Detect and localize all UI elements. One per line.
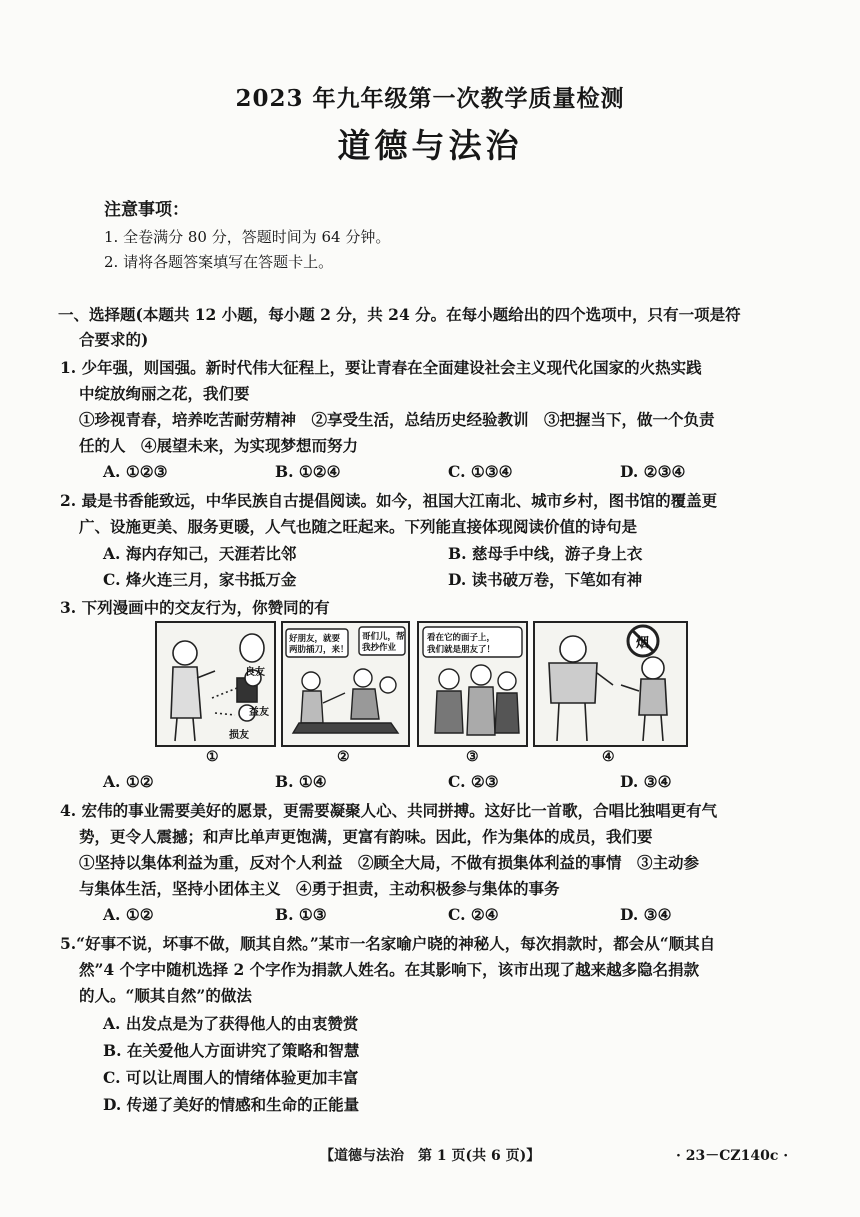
question-5-option-b[interactable]: B. 在关爱他人方面讲究了策略和智慧: [103, 1041, 360, 1060]
panel-number-2: ②: [337, 749, 350, 765]
question-3-stem: 3. 下列漫画中的交友行为，你赞同的有: [60, 598, 330, 617]
panel-2-bubble-2-line: 哥们儿，帮: [362, 632, 405, 642]
panel-number-1: ①: [206, 749, 219, 765]
question-4-option-a[interactable]: A. ①②: [103, 905, 154, 924]
question-4-statements: 与集体生活，坚持小团体主义 ④勇于担责，主动积极参与集体的事务: [79, 879, 560, 898]
question-1-option-c[interactable]: C. ①③④: [448, 462, 513, 481]
question-3-option-c[interactable]: C. ②③: [448, 772, 499, 791]
panel-3-bubble-line: 看在它的面子上，: [427, 633, 496, 643]
section-heading-cont: 合要求的): [79, 330, 149, 349]
panel-2-bubble-2-line: 我抄作业: [362, 643, 397, 653]
panel-1-label-harmful: 损友: [229, 730, 249, 741]
question-4-option-c[interactable]: C. ②④: [448, 905, 499, 924]
comic-panel-3-drawing: [419, 623, 526, 745]
question-5-stem: 的人。“顺其自然”的做法: [79, 986, 252, 1005]
comic-panel-3: [417, 621, 528, 747]
question-4-option-b[interactable]: B. ①③: [275, 905, 327, 924]
page-footer: 【道德与法治 第 1 页(共 6 页)】: [320, 1148, 541, 1164]
question-5-option-a[interactable]: A. 出发点是为了获得他人的由衷赞赏: [103, 1014, 359, 1033]
question-4-option-d[interactable]: D. ③④: [620, 905, 672, 924]
panel-3-bubble-line: 我们就是朋友了！: [427, 645, 496, 655]
question-1-stem: 中绽放绚丽之花，我们要: [79, 384, 250, 403]
exam-code: · 23－CZ140c ·: [676, 1148, 789, 1164]
question-1-option-b[interactable]: B. ①②④: [275, 462, 341, 481]
panel-1-label-good: 良友: [245, 667, 265, 678]
comic-panel-2: [281, 621, 410, 747]
question-4-stem: 4. 宏伟的事业需要美好的愿景，更需要凝聚人心、共同拼搏。这好比一首歌，合唱比独唱更有气: [60, 801, 718, 820]
comic-panel-4-drawing: [535, 623, 686, 745]
question-1-stem: 1. 少年强，则国强。新时代伟大征程上，要让青春在全面建设社会主义现代化国家的火热实践: [60, 358, 702, 377]
exam-title: 2023 年九年级第一次教学质量检测: [235, 85, 625, 112]
question-1-option-a[interactable]: A. ①②③: [103, 462, 168, 481]
notice-item: 2. 请将各题答案填写在答题卡上。: [104, 253, 334, 271]
question-2-stem: 2. 最是书香能致远，中华民族自古提倡阅读。如今，祖国大江南北、城市乡村，图书馆的覆盖更: [60, 491, 718, 510]
notice-item: 1. 全卷满分 80 分，答题时间为 64 分钟。: [104, 228, 391, 246]
question-2-option-a[interactable]: A. 海内存知己，天涯若比邻: [103, 544, 297, 563]
panel-number-4: ④: [602, 749, 615, 765]
question-5-stem: 5.“好事不说，坏事不做，顺其自然。”某市一名家喻户晓的神秘人，每次捐款时，都会从“顺其自: [60, 934, 716, 953]
question-5-option-d[interactable]: D. 传递了美好的情感和生命的正能量: [103, 1095, 360, 1114]
panel-2-bubble-1-line: 好朋友，就要: [289, 634, 341, 644]
panel-number-3: ③: [466, 749, 479, 765]
comic-panel-4: [533, 621, 688, 747]
question-4-statements: ①坚持以集体利益为重，反对个人利益 ②顾全大局，不做有损集体利益的事情 ③主动参: [79, 853, 700, 872]
comic-panel-1-drawing: [157, 623, 274, 745]
no-smoking-sign-text: 烟: [636, 636, 650, 651]
question-2-option-b[interactable]: B. 慈母手中线，游子身上衣: [448, 544, 643, 563]
notice-heading: 注意事项：: [104, 200, 189, 220]
comic-panel-1: [155, 621, 276, 747]
subject-title: 道德与法治: [337, 126, 523, 165]
question-5-option-c[interactable]: C. 可以让周围人的情绪体验更加丰富: [103, 1068, 359, 1087]
panel-2-bubble-1-line: 两肋插刀，来！: [289, 645, 349, 655]
question-2-option-d[interactable]: D. 读书破万卷，下笔如有神: [448, 570, 643, 589]
section-heading: 一、选择题(本题共 12 小题，每小题 2 分，共 24 分。在每小题给出的四个选项中，只有一项是符: [58, 305, 741, 324]
question-4-stem: 势，更令人震撼；和声比单声更饱满，更富有韵味。因此，作为集体的成员，我们要: [79, 827, 653, 846]
question-2-stem: 广、设施更美、服务更暖，人气也随之旺起来。下列能直接体现阅读价值的诗句是: [79, 517, 638, 536]
question-2-option-c[interactable]: C. 烽火连三月，家书抵万金: [103, 570, 297, 589]
comic-panel-2-drawing: [283, 623, 408, 745]
question-1-statements: ①珍视青春，培养吃苦耐劳精神 ②享受生活，总结历史经验教训 ③把握当下，做一个负责: [79, 410, 715, 429]
question-5-stem: 然”4 个字中随机选择 2 个字作为捐款人姓名。在其影响下，该市出现了越来越多隐名捐款: [79, 960, 700, 979]
question-3-option-b[interactable]: B. ①④: [275, 772, 327, 791]
question-3-option-a[interactable]: A. ①②: [103, 772, 154, 791]
question-3-option-d[interactable]: D. ③④: [620, 772, 672, 791]
question-1-option-d[interactable]: D. ②③④: [620, 462, 686, 481]
question-1-statements: 任的人 ④展望未来，为实现梦想而努力: [79, 436, 359, 455]
panel-1-label-beneficial: 益友: [249, 707, 269, 718]
